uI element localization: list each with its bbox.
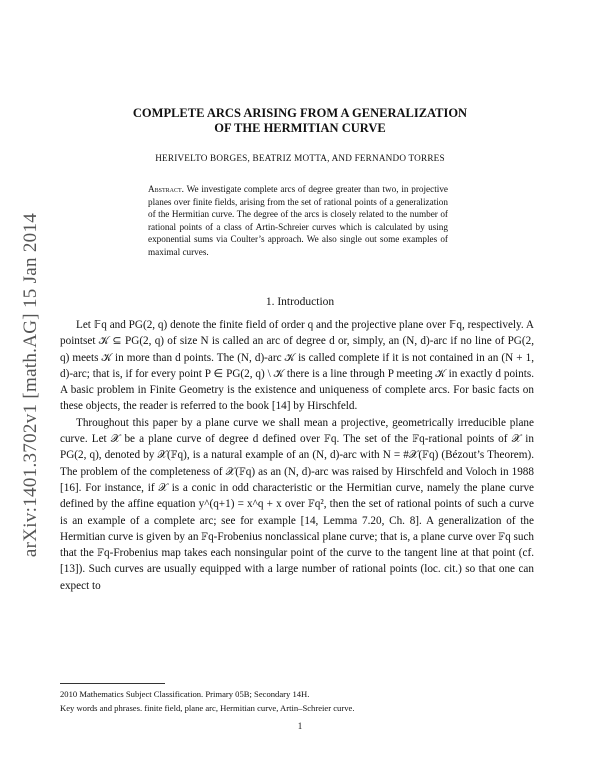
footnote-keywords: Key words and phrases. finite field, plane arc, Hermitian curve, Artin–Schreier curve. bbox=[60, 703, 355, 713]
paragraph: Throughout this paper by a plane curve we shall mean a projective, geometrically irreducible plane curve. Let 𝒳 be a plane curve of degree d defined over 𝔽q. The set of the 𝔽q-rational points of 𝒳 in PG(2, q), denoted by 𝒳(𝔽q), is a natural example of an (N, d)-arc with N = #𝒳(𝔽q) (Bézout’s Theorem). The problem of the completeness of 𝒳(𝔽q) as an (N, d)-arc was raised by Hirschfeld and Voloch in 1988 [16]. For instance, if 𝒳 is a conic in odd characteristic or the Hermitian curve, namely the plane curve defined by the affine equation y^(q+1) = x^q + x over 𝔽q², then the set of rational points of such a curve is an example of a complete arc; see for example [14, Lemma 7.20, Ch. 8]. A generalization of the Hermitian curve is given by an 𝔽q-Frobenius nonclassical plane curve; that is, a plane curve over 𝔽q such that the 𝔽q-Frobenius map takes each nonsingular point of the curve to the tangent line at that point (cf. [13]). Such curves are usually equipped with a large number of rational points (loc. cit.) so that one can expect to bbox=[60, 416, 534, 592]
abstract-label: Abstract. bbox=[148, 184, 184, 194]
paragraph: Let 𝔽q and PG(2, q) denote the finite field of order q and the projective plane over 𝔽q, respectively. A pointset 𝒦 ⊆ PG(2, q) of size N is called an arc of degree d or, simply, an (N, d)-arc if no line of PG(2, q) meets 𝒦 in more than d points. The (N, d)-arc 𝒦 is called complete if it is not contained in an (N + 1, d)-arc; that is, if for every point P ∈ PG(2, q) \ 𝒦 there is a line through P meeting 𝒦 in exactly d points. A basic problem in Finite Geometry is the existence and uniqueness of complete arcs. For basic facts on these objects, the reader is referred to the book [14] by Hirschfeld. bbox=[60, 319, 534, 413]
abstract bbox=[148, 183, 448, 259]
abstract-text: We investigate complete arcs of degree greater than two, in projective planes over finite fields, arising from the set of rational points of a generalization of the Hermitian curve. The degree of the arcs is closely related to the number of rational points of a class of Artin-Schreier curves which is calculated by using exponential sums via Coulter’s approach. We also single out some examples of maximal curves. bbox=[148, 184, 448, 257]
paper-title bbox=[0, 106, 600, 136]
arxiv-side-label: arXiv:1401.3702v1 [math.AG] 15 Jan 2014 bbox=[20, 212, 41, 558]
footnote-rule bbox=[60, 683, 165, 684]
title-line-2: OF THE HERMITIAN CURVE bbox=[214, 121, 386, 135]
section-heading: 1. Introduction bbox=[265, 296, 335, 308]
title-line-1: COMPLETE ARCS ARISING FROM A GENERALIZATION bbox=[132, 106, 468, 120]
page-number: 1 bbox=[297, 721, 303, 731]
author-list: HERIVELTO BORGES, BEATRIZ MOTTA, AND FERNANDO TORRES bbox=[155, 153, 445, 163]
body-text bbox=[60, 317, 534, 594]
footnote-classification: 2010 Mathematics Subject Classification. Primary 05B; Secondary 14H. bbox=[60, 689, 310, 699]
